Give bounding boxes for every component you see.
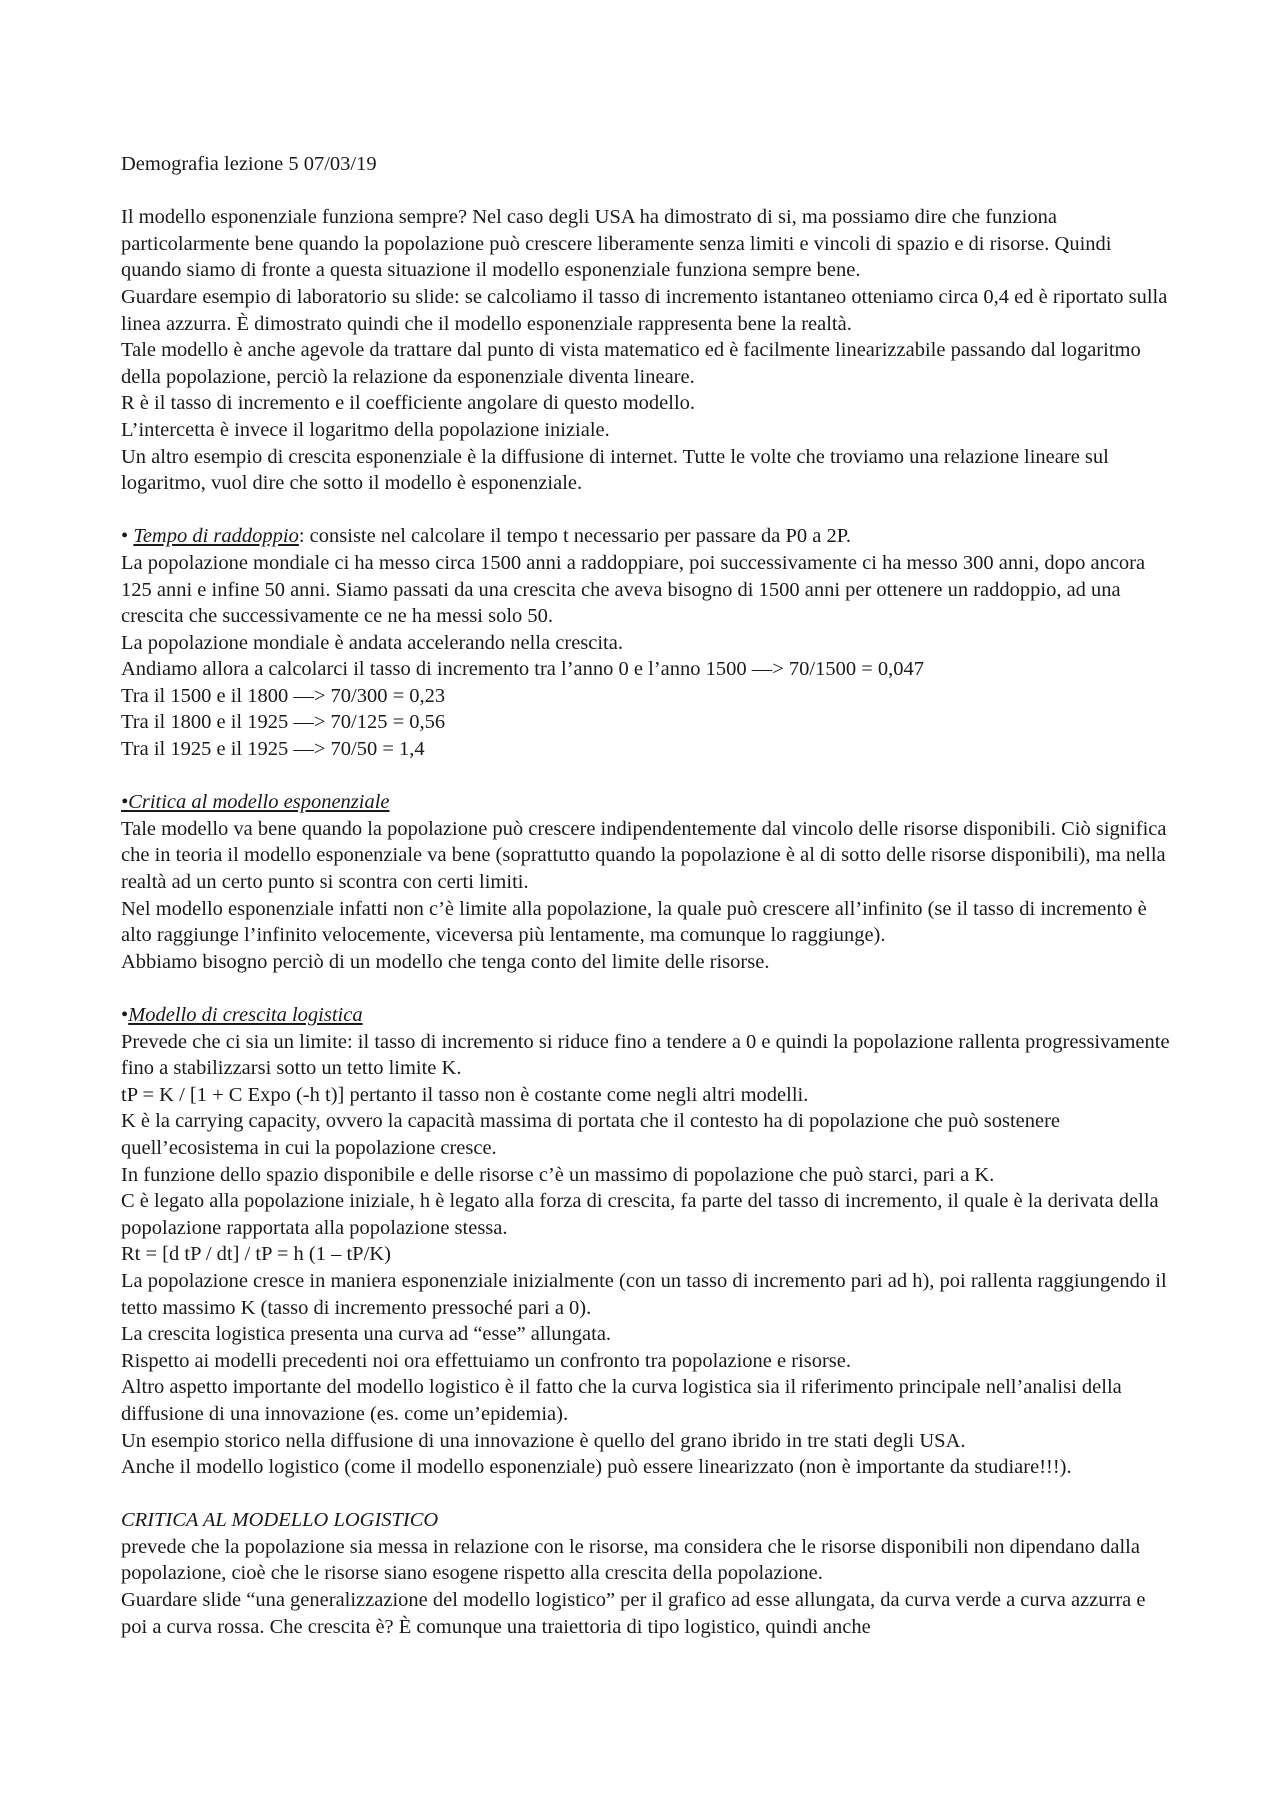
paragraph: Il modello esponenziale funziona sempre? Nel caso degli USA ha dimostrato di si, ma possiamo dire che funziona particolarmente bene quando la popolazione può crescere liberamente senza limiti e vincoli di spazio e di risorse. Quindi quando siamo di fronte a questa situazione il modello esponenziale funziona sempre bene. — [121, 206, 1112, 282]
section-heading-doubling — [121, 523, 1171, 550]
bullet: • — [121, 525, 134, 548]
paragraph: Anche il modello logistico (come il modello esponenziale) può essere linearizzato (non è importante da studiare!!!). — [121, 1456, 1072, 1479]
spacer — [121, 1481, 1171, 1508]
paragraph: L’intercetta è invece il logaritmo della popolazione iniziale. — [121, 418, 610, 441]
spacer — [121, 763, 1171, 790]
paragraph: Tra il 1800 e il 1925 —> 70/125 = 0,56 — [121, 711, 446, 734]
formula: tP = K / [1 + C Expo (-h t)] pertanto il tasso non è costante come negli altri modelli. — [121, 1083, 809, 1106]
spacer — [121, 975, 1171, 1002]
paragraph: C è legato alla popolazione iniziale, h è legato alla forza di crescita, fa parte del tasso di incremento, il quale è la derivata della popolazione rapportata alla popolazione stessa. — [121, 1190, 1159, 1239]
heading-text: Tempo di raddoppio — [133, 525, 299, 548]
paragraph: Rispetto ai modelli precedenti noi ora effettuiamo un confronto tra popolazione e risorse. — [121, 1349, 851, 1372]
document-page — [121, 151, 1171, 1640]
section-heading-logistic — [121, 1002, 1171, 1029]
paragraph: Un esempio storico nella diffusione di una innovazione è quello del grano ibrido in tre stati degli USA. — [121, 1429, 966, 1452]
section-heading-critique-log: CRITICA AL MODELLO LOGISTICO — [121, 1509, 439, 1532]
heading-text: Modello di crescita logistica — [128, 1004, 363, 1026]
paragraph: Tale modello è anche agevole da trattare dal punto di vista matematico ed è facilmente linearizzabile passando dal logaritmo della popolazione, perciò la relazione da esponenziale diventa lineare. — [121, 339, 1141, 388]
paragraph: Tra il 1925 e il 1925 —> 70/50 = 1,4 — [121, 738, 425, 761]
formula: Rt = [d tP / dt] / tP = h (1 – tP/K) — [121, 1243, 391, 1266]
document-title: Demografia lezione 5 07/03/19 — [121, 153, 377, 175]
heading-rest: : consiste nel calcolare il tempo t necessario per passare da P0 a 2P. — [298, 525, 852, 548]
paragraph: K è la carrying capacity, ovvero la capacità massima di portata che il contesto ha di popolazione che può sostenere quell’ecosistema in cui la popolazione cresce. — [121, 1110, 1061, 1159]
paragraph: Abbiamo bisogno perciò di un modello che tenga conto del limite delle risorse. — [121, 950, 770, 973]
paragraph: prevede che la popolazione sia messa in relazione con le risorse, ma considera che le risorse disponibili non dipendano dalla popolazione, cioè che le risorse siano esogene rispetto alla crescita della popolazione. — [121, 1535, 1140, 1585]
section-heading-critique-exp: •Critica al modello esponenziale — [121, 791, 390, 814]
paragraph: Un altro esempio di crescita esponenziale è la diffusione di internet. Tutte le volte che troviamo una relazione lineare sul logaritmo, vuol dire che sotto il modello è esponenziale. — [121, 445, 1109, 495]
spacer — [121, 178, 1171, 205]
paragraph: La popolazione mondiale ci ha messo circa 1500 anni a raddoppiare, poi successivamente ci ha messo 300 anni, dopo ancora 125 anni e infine 50 anni. Siamo passati da una crescita che aveva bisogno di 1500 anni per ottenere un raddoppio, ad una crescita che successivamente ce ne ha messi solo 50. — [121, 551, 1146, 628]
paragraph: La crescita logistica presenta una curva ad “esse” allungata. — [121, 1323, 612, 1346]
bullet: • — [121, 1004, 129, 1026]
paragraph: In funzione dello spazio disponibile e delle risorse c’è un massimo di popolazione che può starci, pari a K. — [121, 1163, 995, 1186]
paragraph: Andiamo allora a calcolarci il tasso di incremento tra l’anno 0 e l’anno 1500 —> 70/1500 = 0,047 — [121, 658, 925, 681]
paragraph: Nel modello esponenziale infatti non c’è limite alla popolazione, la quale può crescere all’infinito (se il tasso di incremento è alto raggiunge l’infinito velocemente, viceversa più lentamente, ma comunque lo raggiunge). — [121, 897, 1147, 947]
paragraph: R è il tasso di incremento e il coefficiente angolare di questo modello. — [121, 392, 696, 415]
paragraph: Prevede che ci sia un limite: il tasso di incremento si riduce fino a tendere a 0 e quindi la popolazione rallenta progressivamente fino a stabilizzarsi sotto un tetto limite K. — [121, 1030, 1170, 1080]
paragraph: La popolazione cresce in maniera esponenziale inizialmente (con un tasso di incremento pari ad h), poi rallenta raggiungendo il tetto massimo K (tasso di incremento pressoché pari a 0). — [121, 1269, 1167, 1319]
paragraph: La popolazione mondiale è andata accelerando nella crescita. — [121, 631, 623, 654]
paragraph: Guardare slide “una generalizzazione del modello logistico” per il grafico ad esse allungata, da curva verde a curva azzurra e poi a curva rossa. Che crescita è? È comunque una traiettoria di tipo logistico, quindi anche — [121, 1589, 1146, 1638]
spacer — [121, 497, 1171, 524]
paragraph: Tra il 1500 e il 1800 —> 70/300 = 0,23 — [121, 684, 446, 707]
paragraph: Guardare esempio di laboratorio su slide: se calcoliamo il tasso di incremento istantaneo otteniamo circa 0,4 ed è riportato sulla linea azzurra. È dimostrato quindi che il modello esponenziale rappresenta bene la realtà. — [121, 285, 1168, 335]
paragraph: Tale modello va bene quando la popolazione può crescere indipendentemente dal vincolo delle risorse disponibili. Ciò significa che in teoria il modello esponenziale va bene (soprattutto quando la popolazione è al di sotto delle risorse disponibili), ma nella realtà ad un certo punto si scontra con certi limiti. — [121, 817, 1167, 894]
paragraph: Altro aspetto importante del modello logistico è il fatto che la curva logistica sia il riferimento principale nell’analisi della diffusione di una innovazione (es. come un’epidemia). — [121, 1376, 1122, 1425]
